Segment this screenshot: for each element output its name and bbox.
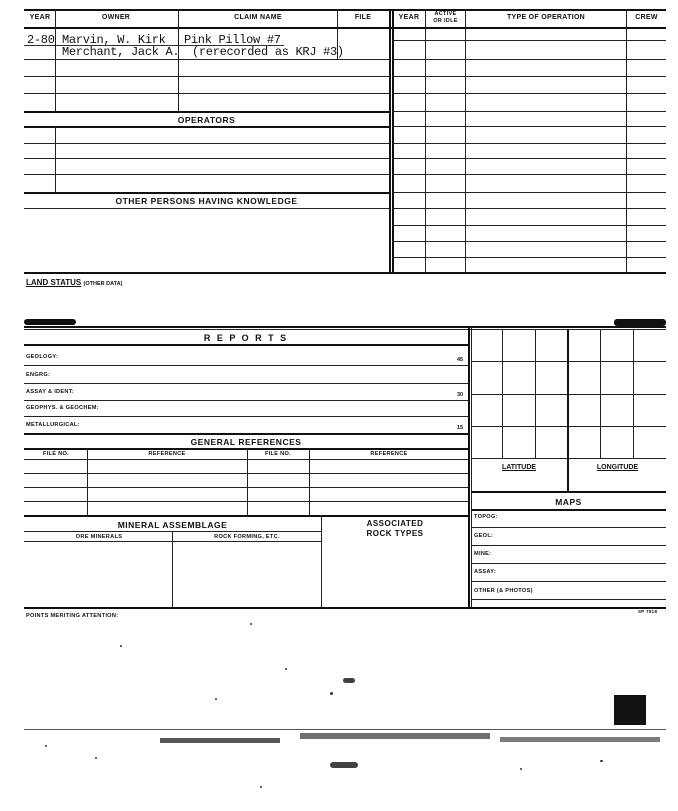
ore-minerals-label: ORE MINERALS: [75, 534, 123, 540]
map-other: OTHER (& PHOTOS): [474, 588, 533, 594]
report-metallurgical: METALLURGICAL:: [26, 422, 80, 428]
map-assay: ASSAY:: [474, 569, 497, 575]
header-active-line1: ACTIVE: [434, 11, 457, 17]
land-status-sub: (OTHER DATA): [83, 281, 123, 287]
reports-title: R E P O R T S: [203, 333, 289, 343]
other-persons-heading: OTHER PERSONS HAVING KNOWLEDGE: [115, 196, 298, 206]
col-reference-2: REFERENCE: [370, 451, 408, 457]
entry-owner: Marvin, W. Kirk: [62, 33, 166, 47]
report-geology-num: 45: [457, 357, 464, 363]
map-geol: GEOL:: [474, 533, 494, 539]
col-file-no-2: FILE NO.: [264, 451, 292, 457]
associated-line1: ASSOCIATED: [366, 519, 424, 528]
header-owner: OWNER: [101, 14, 131, 21]
entry-year: 2-80: [27, 33, 55, 47]
maps-title: MAPS: [555, 497, 582, 507]
header-claim-name: CLAIM NAME: [234, 14, 282, 21]
operators-heading: OPERATORS: [177, 115, 236, 125]
report-geology: GEOLOGY:: [26, 354, 59, 360]
report-assay: ASSAY & IDENT:: [26, 389, 75, 395]
header-active-line2: OR IDLE: [433, 18, 458, 24]
general-references-title: GENERAL REFERENCES: [190, 437, 302, 447]
col-file-no: FILE NO.: [42, 451, 70, 457]
mineral-assemblage-title: MINERAL ASSEMBLAGE: [117, 520, 228, 530]
report-geophys: GEOPHYS. & GEOCHEM:: [26, 405, 99, 411]
entry-owner-2: Merchant, Jack A.: [62, 45, 180, 59]
longitude-label: LONGITUDE: [596, 464, 639, 471]
report-engrg: ENGRG:: [26, 372, 51, 378]
header-file: FILE: [354, 14, 372, 21]
land-status: [26, 278, 122, 287]
report-assay-num: 30: [457, 392, 464, 398]
entry-claim-2: (rerecorded as KRJ #3): [192, 45, 344, 59]
header-crew: CREW: [635, 14, 658, 21]
latitude-label: LATITUDE: [501, 464, 537, 471]
points-meriting-attention: POINTS MERITING ATTENTION:: [26, 613, 119, 619]
header-type-of-operation: TYPE OF OPERATION: [506, 14, 586, 21]
col-reference: REFERENCE: [148, 451, 186, 457]
map-topog: TOPOG:: [474, 514, 498, 520]
form-code: SP 7818: [638, 609, 658, 614]
header-year-2: YEAR: [398, 14, 420, 21]
report-metallurgical-num: 15: [457, 425, 464, 431]
associated-line2: ROCK TYPES: [366, 529, 424, 538]
land-status-label: LAND STATUS: [26, 278, 82, 287]
header-year: YEAR: [29, 14, 51, 21]
map-mine: MINE:: [474, 551, 492, 557]
entry-claim: Pink Pillow #7: [184, 33, 281, 47]
rock-forming-label: ROCK FORMING, ETC.: [214, 534, 280, 540]
